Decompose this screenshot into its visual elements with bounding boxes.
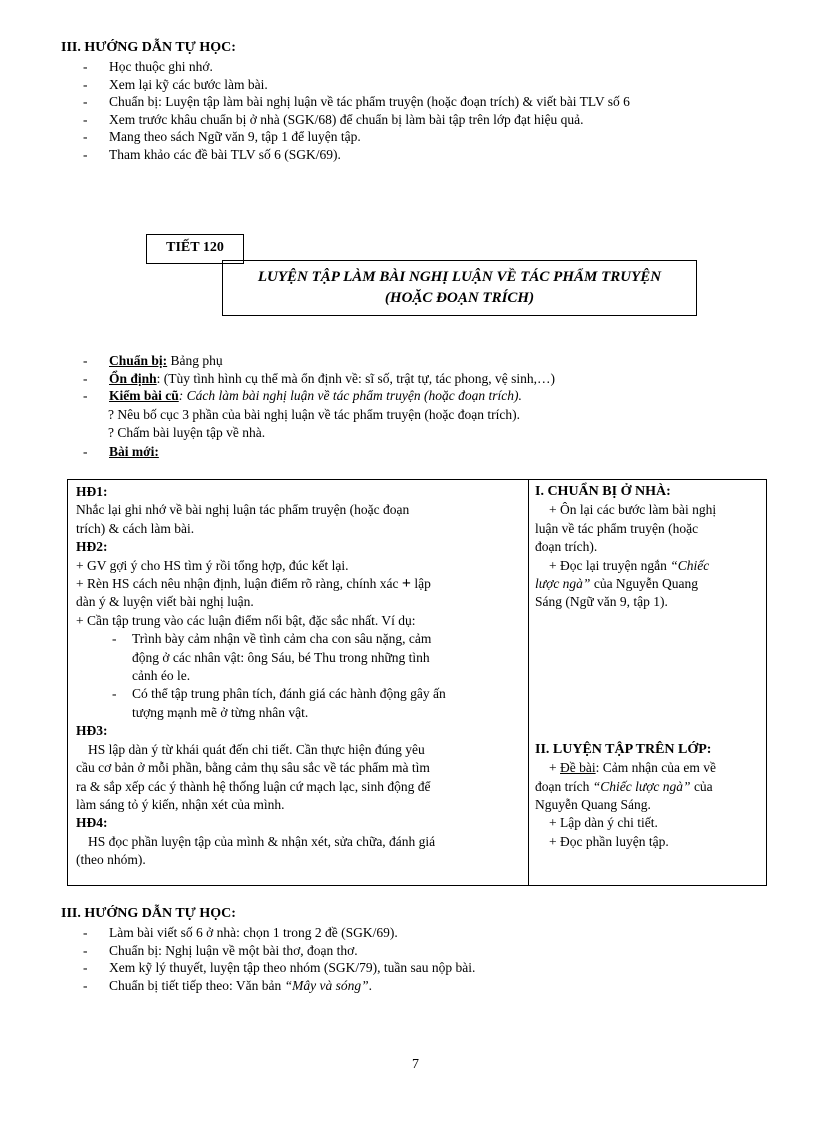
list-item [61, 977, 475, 995]
text-span: lược ngà” [535, 576, 591, 592]
text-span: “Chiếc lược ngà” [592, 778, 691, 794]
text-span: + [549, 760, 560, 776]
text-line: HS đọc phần luyện tập của mình & nhận xét, sửa chữa, đánh giá [88, 833, 436, 849]
stabilize-label: Ổn định [109, 370, 157, 386]
new-lesson-list [61, 443, 159, 461]
text-span: Đề bài [560, 760, 596, 776]
new-lesson-label: Bài mới: [109, 444, 159, 459]
text-line: luận về tác phẩm truyện (hoặc [535, 520, 699, 536]
activities-column [76, 483, 521, 885]
text-span: Chuẩn bị tiết tiếp theo: Văn bản [109, 977, 285, 993]
list-item: - Chuẩn bị: Luyện tập làm bài nghị luận về tác phẩm truyện (hoặc đoạn trích) & viết bài TLV số 6 [61, 93, 630, 111]
text-span: tượng mạnh mẽ ở từng nhân vật. [132, 704, 309, 720]
text-line: Sáng (Ngữ văn 9, tập 1). [535, 594, 668, 610]
text-line: Nhắc lại ghi nhớ về bài nghị luận tác phẩm truyện (hoặc đoạn [76, 502, 410, 518]
prep-label: Chuẩn bị: [109, 353, 168, 368]
lesson-intro-list [61, 352, 555, 405]
text-span: : Cảm nhận của em về [595, 760, 716, 776]
lesson-title-line1: LUYỆN TẬP LÀM BÀI NGHỊ LUẬN VỀ TÁC PHẨM TRUYỆN [257, 269, 662, 285]
content-column [535, 483, 761, 885]
text-line: + Lập dàn ý chi tiết. [549, 815, 658, 831]
text-span: đoạn trích [535, 778, 593, 794]
activity-3-heading: HĐ3: [76, 723, 108, 739]
list-item: - Học thuộc ghi nhớ. [61, 58, 630, 76]
text-span: “Mây và sóng” [284, 977, 369, 993]
activity-2-heading: HĐ2: [76, 539, 108, 555]
examples-list [76, 630, 521, 722]
activity-1-heading: HĐ1: [76, 484, 108, 499]
text-line: cầu cơ bản ở mỗi phần, bằng cảm thụ sâu sắc về tác phẩm mà tìm [76, 760, 430, 776]
self-study-list-top [61, 58, 630, 163]
list-item: - Xem lại kỹ các bước làm bài. [61, 76, 630, 94]
text-line: (theo nhóm). [76, 852, 146, 868]
text-line [535, 557, 761, 575]
text-span: Trình bày cảm nhận về tình cảm cha con sâu nặng, cảm [132, 631, 432, 647]
section-heading-top: III. HƯỚNG DẪN TỰ HỌC: [61, 40, 236, 55]
text-line: HS lập dàn ý từ khái quát đến chi tiết. Cần thực hiện đúng yêu [88, 741, 425, 757]
spacer [535, 612, 761, 741]
text-span: của [690, 778, 713, 794]
text-span: của Nguyễn Quang [590, 576, 699, 592]
text-line [535, 759, 761, 777]
page-number: 7 [412, 1057, 419, 1072]
check-label: Kiểm bài cũ [109, 388, 179, 403]
column-divider [528, 480, 529, 885]
text-span: + Đọc lại truyện ngắn [549, 557, 671, 573]
list-item-check [61, 387, 555, 405]
text-line [535, 778, 761, 796]
text-line: làm sáng tỏ ý kiến, nhận xét của mình. [76, 796, 285, 812]
activity-4-heading: HĐ4: [76, 815, 108, 831]
text-line: trích) & cách làm bài. [76, 520, 195, 536]
lesson-number-box: TIẾT 120 [146, 234, 244, 264]
list-item [76, 630, 521, 685]
text-line: + Đọc phần luyện tập. [549, 833, 669, 849]
text-span: Có thể tập trung phân tích, đánh giá các hành động gây ấn [132, 686, 446, 702]
list-item [76, 685, 521, 722]
plus-symbol: + [401, 575, 412, 593]
text-span: lập [414, 576, 431, 592]
text-line: ra & sắp xếp các ý thành hệ thống luận cứ mạch lạc, sinh động để [76, 778, 431, 794]
lesson-table [67, 479, 767, 886]
text-line: + Cần tập trung vào các luận điểm nổi bật, đặc sắc nhất. Ví dụ: [76, 612, 416, 628]
text-span: động ở các nhân vật: ông Sáu, bé Thu trong những tình [132, 649, 430, 665]
lesson-title-line2: (HOẶC ĐOẠN TRÍCH) [384, 290, 535, 306]
in-class-heading: II. LUYỆN TẬP TRÊN LỚP: [535, 741, 712, 757]
check-value: : Cách làm bài nghị luận về tác phẩm truyện (hoặc đoạn trích). [178, 388, 522, 403]
home-prep-heading: I. CHUẨN BỊ Ở NHÀ: [535, 484, 671, 499]
question-1: ? Nêu bố cục 3 phần của bài nghị luận về tác phẩm truyện (hoặc đoạn trích). [108, 407, 520, 422]
text-line: dàn ý & luyện viết bài nghị luận. [76, 594, 254, 610]
text-line: đoạn trích). [535, 539, 598, 555]
question-2: ? Chấm bài luyện tập về nhà. [108, 425, 266, 440]
list-item: - Xem trước khâu chuẩn bị ở nhà (SGK/68) để chuẩn bị làm bài tập trên lớp đạt hiệu quả. [61, 111, 630, 129]
text-span: + Rèn HS cách nêu nhận định, luận điểm rõ ràng, chính xác [76, 576, 399, 592]
lesson-title-box [222, 260, 697, 316]
section-heading-bottom: III. HƯỚNG DẪN TỰ HỌC: [61, 906, 236, 921]
text-line: + Ôn lại các bước làm bài nghị [549, 502, 717, 518]
prep-value: Bảng phụ [167, 353, 223, 368]
text-line: Nguyễn Quang Sáng. [535, 797, 651, 813]
list-item: - Xem kỹ lý thuyết, luyện tập theo nhóm (SGK/79), tuần sau nộp bài. [61, 959, 475, 977]
stabilize-value: : (Tùy tình hình cụ thể mà ổn định về: sĩ số, trật tự, tác phong, vệ sinh,…) [156, 370, 556, 386]
list-item-prep [61, 352, 555, 370]
list-item-stabilize [61, 370, 555, 388]
text-line: + GV gợi ý cho HS tìm ý rồi tổng hợp, đúc kết lại. [76, 557, 349, 573]
list-item: - Tham khảo các đề bài TLV số 6 (SGK/69). [61, 146, 630, 164]
list-item-new [61, 443, 159, 461]
text-line [535, 575, 761, 593]
list-item: - Làm bài viết số 6 ở nhà: chọn 1 trong 2 đề (SGK/69). [61, 924, 475, 942]
list-item: - Chuẩn bị: Nghị luận về một bài thơ, đoạn thơ. [61, 942, 475, 960]
text-span: “Chiếc [670, 557, 710, 573]
text-span: cảnh éo le. [132, 668, 191, 684]
text-span: . [368, 977, 372, 993]
text-line [76, 575, 521, 593]
list-item: - Mang theo sách Ngữ văn 9, tập 1 để luyện tập. [61, 128, 630, 146]
self-study-list-bottom [61, 924, 475, 994]
